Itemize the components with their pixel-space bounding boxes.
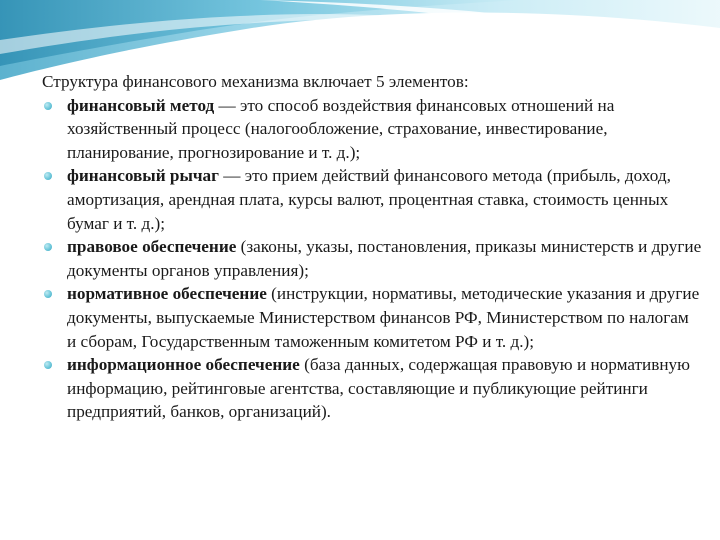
item-term: финансовый рычаг: [67, 166, 219, 186]
bullet-icon: [44, 102, 52, 110]
item-text: (база данных, содержащая правовую и нормативную информацию, рейтинговые агентства, составляющие и публикующие рейтинги предприятий, банков, организаций).: [67, 355, 690, 422]
list-item: [42, 282, 702, 353]
list-item: [42, 353, 702, 424]
bullet-icon: [44, 172, 52, 180]
list-item: [42, 164, 702, 235]
bullet-icon: [44, 361, 52, 369]
item-text: — это способ воздействия финансовых отношений на хозяйственный процесс (налогообложение, страхование, инвестирование, планирование, прогнозирование и т. д.);: [67, 95, 615, 162]
item-term: нормативное обеспечение: [67, 284, 267, 304]
content-block: [42, 70, 702, 424]
bullet-icon: [44, 290, 52, 298]
list-item: [42, 94, 702, 165]
item-term: финансовый метод: [67, 95, 215, 115]
intro-text: Структура финансового механизма включает 5 элементов:: [42, 72, 469, 91]
item-term: информационное обеспечение: [67, 355, 300, 375]
bullet-icon: [44, 243, 52, 251]
element-list: [42, 94, 702, 424]
item-term: правовое обеспечение: [67, 237, 237, 257]
item-text: (инструкции, нормативы, методические указания и другие документы, выпускаемые Министерством финансов РФ, Министерством по налогам и сборам, Государственным таможенным комитетом РФ и т. д.);: [67, 284, 700, 351]
list-item: [42, 235, 702, 282]
item-text: — это прием действий финансового метода (прибыль, доход, амортизация, арендная плата, курсы валют, процентная ставка, стоимость ценных бумаг и т. д.);: [67, 166, 671, 233]
item-text: (законы, указы, постановления, приказы министерств и другие документы органов управления);: [67, 237, 702, 280]
